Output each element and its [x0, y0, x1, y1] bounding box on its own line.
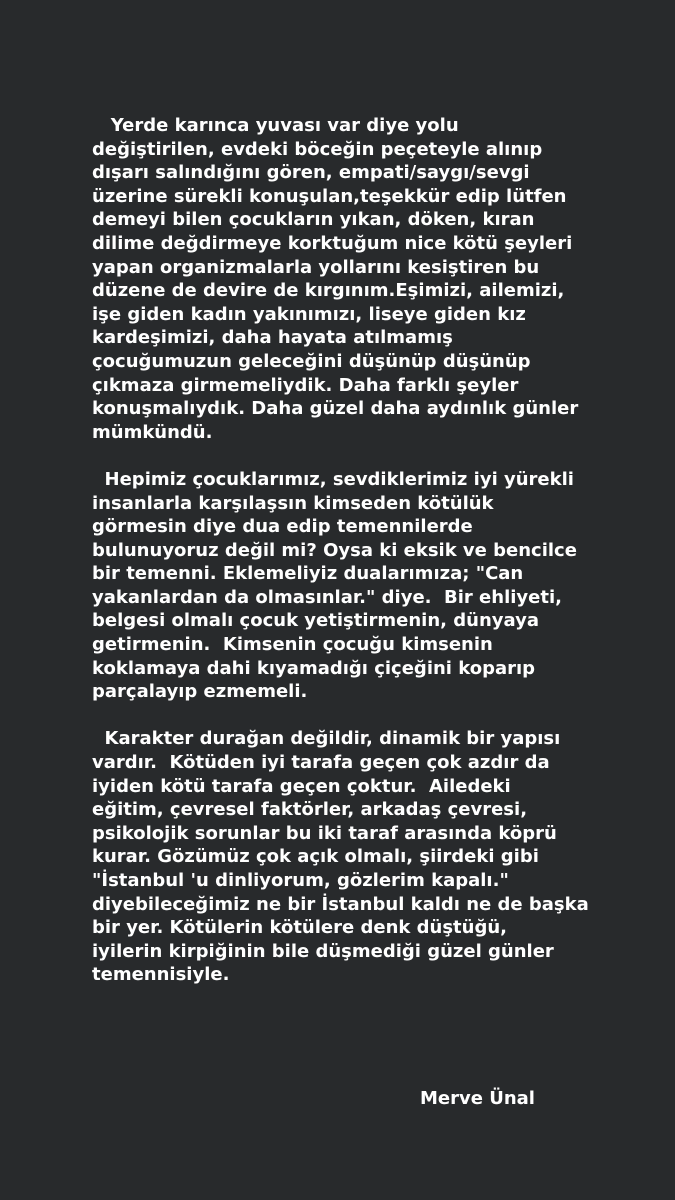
- text-line: değiştirilen, evdeki böceğin peçeteyle alınıp: [92, 138, 543, 160]
- text-line: düzene de devire de kırgınım.Eşimizi, ailemizi,: [92, 280, 565, 302]
- text-line: iyiden kötü tarafa geçen çoktur. Ailedeki: [92, 775, 511, 797]
- text-line: Yerde karınca yuvası var diye yolu: [92, 115, 459, 136]
- text-line: insanlarla karşılaşsın kimseden kötülük: [92, 492, 494, 514]
- author-signature: Merve Ünal: [420, 1088, 535, 1109]
- text-line: kardeşimizi, daha hayata atılmamış: [92, 327, 453, 349]
- text-line: üzerine sürekli konuşulan,teşekkür edip lütfen: [92, 185, 567, 207]
- text-line: bulunuyoruz değil mi? Oysa ki eksik ve bencilce: [92, 539, 577, 561]
- text-line: dışarı salındığını gören, empati/saygı/sevgi: [92, 162, 530, 184]
- text-line: çıkmaza girmemeliydik. Daha farklı şeyler: [92, 374, 519, 396]
- text-line: getirmenin. Kimsenin çocuğu kimsenin: [92, 634, 493, 656]
- text-line: temennisiyle.: [92, 964, 230, 986]
- text-line: kurar. Gözümüz çok açık olmalı, şiirdeki gibi: [92, 846, 539, 868]
- text-line: psikolojik sorunlar bu iki taraf arasında köprü: [92, 822, 557, 844]
- text-line: Karakter durağan değildir, dinamik bir yapısı: [92, 728, 561, 750]
- text-line: diyebileceğimiz ne bir İstanbul kaldı ne de başka: [92, 893, 589, 915]
- text-line: koklamaya dahi kıyamadığı çiçeğini koparıp: [92, 657, 536, 679]
- text-line: konuşmalıydık. Daha güzel daha aydınlık günler: [92, 398, 579, 420]
- note-text: [92, 114, 612, 1011]
- text-line: mümkündü.: [92, 421, 213, 443]
- text-line: çocuğumuzun geleceğini düşünüp düşünüp: [92, 350, 531, 372]
- text-line: görmesin diye dua edip temennilerde: [92, 516, 473, 538]
- text-line: işe giden kadın yakınımızı, liseye giden kız: [92, 303, 526, 325]
- text-line: vardır. Kötüden iyi tarafa geçen çok azdır da: [92, 752, 550, 774]
- text-line: bir temenni. Eklemeliyiz dualarımıza; "Can: [92, 563, 524, 585]
- paragraph-3: [92, 727, 612, 987]
- text-line: demeyi bilen çocukların yıkan, döken, kıran: [92, 209, 535, 231]
- text-line: yakanlardan da olmasınlar." diye. Bir ehliyeti,: [92, 586, 562, 608]
- text-line: eğitim, çevresel faktörler, arkadaş çevresi,: [92, 799, 528, 821]
- text-line: Hepimiz çocuklarımız, sevdiklerimiz iyi yürekli: [92, 468, 574, 490]
- text-line: "İstanbul 'u dinliyorum, gözlerim kapalı.": [92, 870, 509, 891]
- text-line: belgesi olmalı çocuk yetiştirmenin, dünyaya: [92, 610, 539, 632]
- text-line: iyilerin kirpiğinin bile düşmediği güzel günler: [92, 940, 554, 962]
- text-line: parçalayıp ezmemeli.: [92, 681, 308, 703]
- text-line: dilime değdirmeye korktuğum nice kötü şeyleri: [92, 232, 573, 254]
- paragraph-2: [92, 468, 612, 704]
- text-line: bir yer. Kötülerin kötülere denk düştüğü,: [92, 917, 507, 939]
- text-line: yapan organizmalarla yollarını kesiştiren bu: [92, 256, 540, 278]
- paragraph-1: [92, 114, 612, 444]
